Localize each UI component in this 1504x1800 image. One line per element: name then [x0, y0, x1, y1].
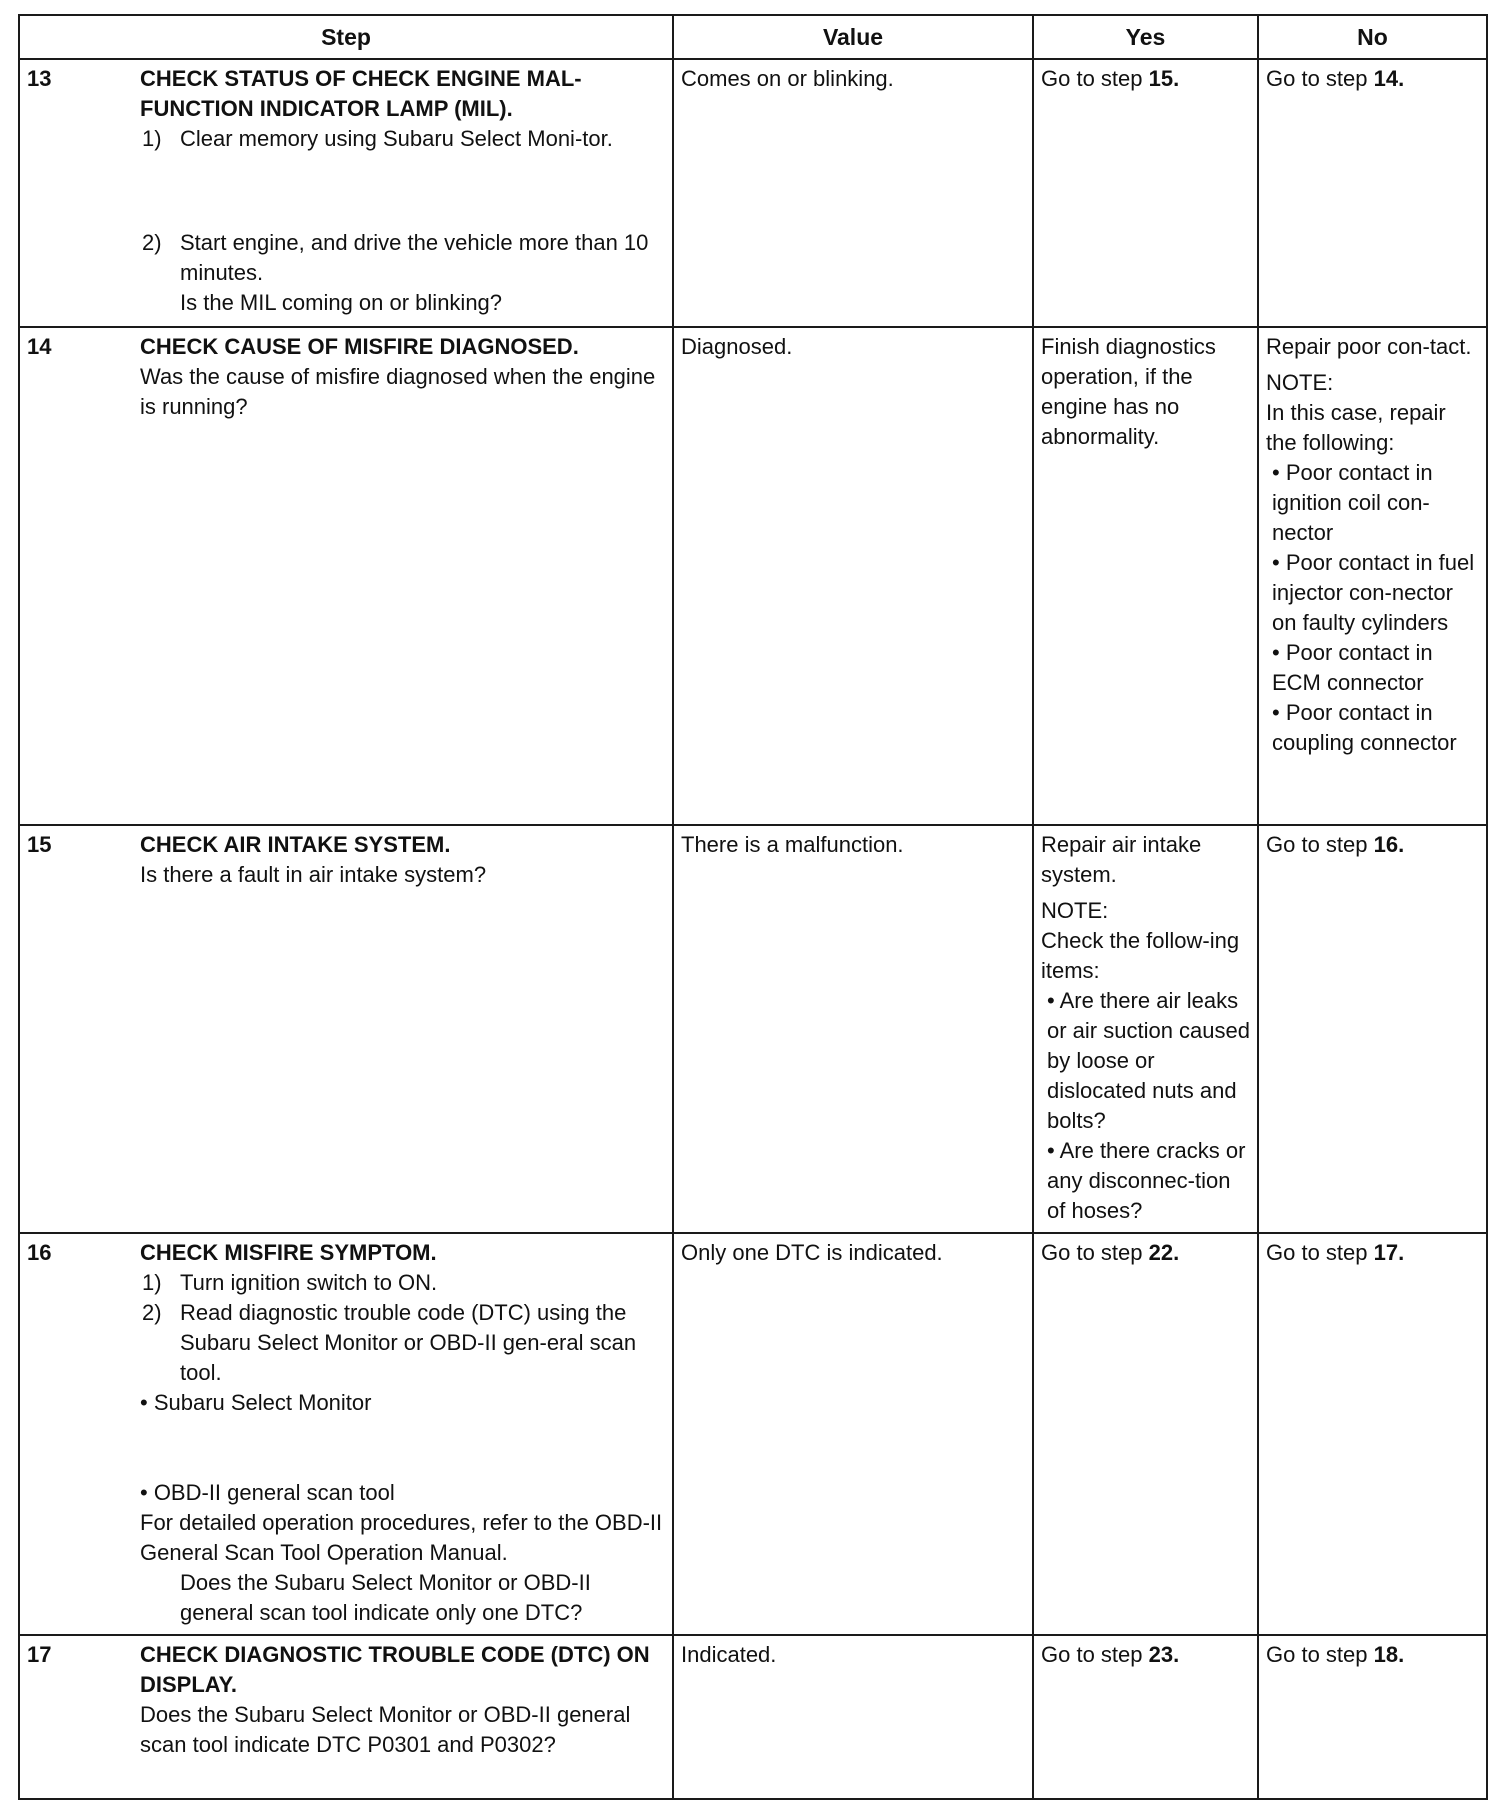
- yes-cell: Repair air intake system. NOTE: Check the follow-ing items: • Are there air leaks or air suction caused by loose or dislocated nuts and bolts? • Are there cracks or any disconnec-tion of hoses?: [1033, 825, 1258, 1233]
- step-cell: [19, 59, 673, 327]
- no-cell: Go to step 14.: [1258, 59, 1487, 327]
- no-cell: Go to step 17.: [1258, 1233, 1487, 1635]
- sub-step: 1) Turn ignition switch to ON.: [142, 1270, 438, 1295]
- step-number: 13: [27, 66, 52, 91]
- list-item: • Poor contact in ECM connector: [1272, 640, 1433, 695]
- note-label: NOTE:: [1266, 370, 1334, 395]
- table-row: [19, 1233, 1487, 1635]
- step-number: 17: [27, 1642, 52, 1667]
- value-cell: Comes on or blinking.: [673, 59, 1033, 327]
- step-question: Is there a fault in air intake system?: [140, 862, 487, 887]
- note-text: In this case, repair the following:: [1266, 400, 1446, 455]
- header-no: No: [1258, 15, 1487, 59]
- no-cell: Go to step 16.: [1258, 825, 1487, 1233]
- sub-step: 2) Read diagnostic trouble code (DTC) using the Subaru Select Monitor or OBD-II gen-eral scan tool.: [142, 1300, 637, 1385]
- step-detail: For detailed operation procedures, refer to the OBD-II General Scan Tool Operation Manual.: [140, 1510, 663, 1565]
- step-heading: CHECK STATUS OF CHECK ENGINE MAL-FUNCTION INDICATOR LAMP (MIL).: [140, 66, 582, 121]
- value-cell: Indicated.: [673, 1635, 1033, 1799]
- list-item: • Subaru Select Monitor: [140, 1390, 372, 1415]
- step-question: Does the Subaru Select Monitor or OBD-II general scan tool indicate DTC P0301 and P0302?: [140, 1702, 631, 1757]
- step-number: 14: [27, 334, 52, 359]
- header-step: Step: [19, 15, 673, 59]
- table-row: [19, 825, 1487, 1233]
- step-question: Is the MIL coming on or blinking?: [180, 290, 503, 315]
- header-yes: Yes: [1033, 15, 1258, 59]
- table-row: [19, 1635, 1487, 1799]
- sub-step: 1) Clear memory using Subaru Select Moni-tor.: [142, 126, 613, 151]
- value-cell: There is a malfunction.: [673, 825, 1033, 1233]
- note-text: Check the follow-ing items:: [1041, 928, 1240, 983]
- step-heading: CHECK AIR INTAKE SYSTEM.: [140, 832, 451, 857]
- list-item: • Poor contact in fuel injector con-nector on faulty cylinders: [1272, 550, 1475, 635]
- table-row: [19, 59, 1487, 327]
- no-cell: Repair poor con-tact. NOTE: In this case, repair the following: • Poor contact in ignition coil con-nector • Poor contact in fuel injector con-nector on faulty cylinders • Poor contact in ECM connector • Poor contact in coupling connector: [1258, 327, 1487, 825]
- step-heading: CHECK CAUSE OF MISFIRE DIAGNOSED.: [140, 334, 579, 359]
- step-cell: [19, 1635, 673, 1799]
- list-item: • Are there cracks or any disconnec-tion of hoses?: [1047, 1138, 1246, 1223]
- sub-step: 2) Start engine, and drive the vehicle more than 10 minutes.: [142, 230, 649, 285]
- step-cell: [19, 1233, 673, 1635]
- value-cell: Diagnosed.: [673, 327, 1033, 825]
- step-number: 15: [27, 832, 52, 857]
- note-label: NOTE:: [1041, 898, 1109, 923]
- diagnostic-table: [18, 14, 1488, 1800]
- list-item: • Are there air leaks or air suction caused by loose or dislocated nuts and bolts?: [1047, 988, 1250, 1133]
- header-row: [19, 15, 1487, 59]
- header-value: Value: [673, 15, 1033, 59]
- no-cell: Go to step 18.: [1258, 1635, 1487, 1799]
- step-heading: CHECK MISFIRE SYMPTOM.: [140, 1240, 437, 1265]
- yes-cell: Go to step 23.: [1033, 1635, 1258, 1799]
- yes-cell: Go to step 22.: [1033, 1233, 1258, 1635]
- table-row: [19, 327, 1487, 825]
- step-cell: [19, 825, 673, 1233]
- list-item: • Poor contact in coupling connector: [1272, 700, 1457, 755]
- step-number: 16: [27, 1240, 52, 1265]
- step-question: Does the Subaru Select Monitor or OBD-II general scan tool indicate only one DTC?: [180, 1570, 591, 1625]
- step-cell: [19, 327, 673, 825]
- list-item: • Poor contact in ignition coil con-nector: [1272, 460, 1433, 545]
- value-cell: Only one DTC is indicated.: [673, 1233, 1033, 1635]
- yes-cell: Go to step 15.: [1033, 59, 1258, 327]
- step-heading: CHECK DIAGNOSTIC TROUBLE CODE (DTC) ON DISPLAY.: [140, 1642, 650, 1697]
- step-question: Was the cause of misfire diagnosed when the engine is running?: [140, 364, 656, 419]
- list-item: • OBD-II general scan tool: [140, 1480, 395, 1505]
- yes-cell: Finish diagnostics operation, if the engine has no abnormality.: [1033, 327, 1258, 825]
